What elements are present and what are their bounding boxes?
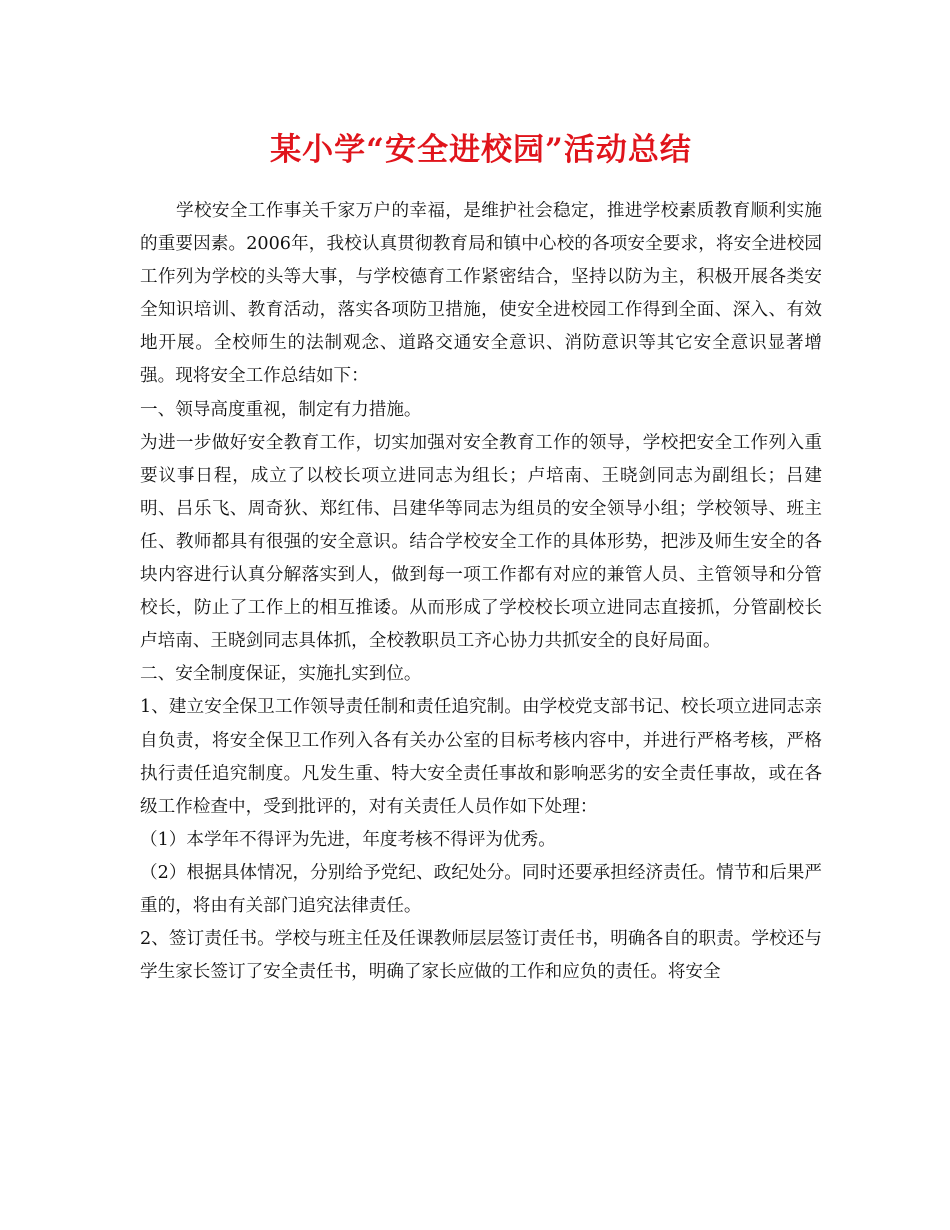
document-title: 某小学“安全进校园”活动总结 <box>270 132 692 168</box>
section-heading-1: 一、领导高度重视，制定有力措施。 <box>140 399 422 420</box>
penalty-item-2: （2）根据具体情况，分别给予党纪、政纪处分。同时还要承担经济责任。情节和后果严重的，将由有关部门追究法律责任。 <box>140 862 822 916</box>
document-page <box>140 126 822 989</box>
intro-paragraph: 学校安全工作事关千家万户的幸福，是维护社会稳定，推进学校素质教育顺利实施的重要因素。2006年，我校认真贯彻教育局和镇中心校的各项安全要求，将安全进校园工作列为学校的头等大事，与学校德育工作紧密结合，坚持以防为主，积极开展各类安全知识培训、教育活动，落实各项防卫措施，使安全进校园工作得到全面、深入、有效地开展。全校师生的法制观念、道路交通安全意识、消防意识等其它安全意识显著增强。现将安全工作总结如下： <box>140 201 822 387</box>
leadership-paragraph: 为进一步做好安全教育工作，切实加强对安全教育工作的领导，学校把安全工作列入重要议事日程，成立了以校长项立进同志为组长；卢培南、王晓剑同志为副组长；吕建明、吕乐飞、周奇狄、郑红伟、吕建华等同志为组员的安全领导小组；学校领导、班主任、教师都具有很强的安全意识。结合学校安全工作的具体形势，把涉及师生安全的各块内容进行认真分解落实到人，做到每一项工作都有对应的兼管人员、主管领导和分管校长，防止了工作上的相互推诿。从而形成了学校校长项立进同志直接抓，分管副校长卢培南、王晓剑同志具体抓，全校教职员工齐心协力共抓安全的良好局面。 <box>140 432 822 652</box>
agreement-paragraph: 2、签订责任书。学校与班主任及任课教师层层签订责任书，明确各自的职责。学校还与学生家长签订了安全责任书，明确了家长应做的工作和应负的责任。将安全 <box>140 929 822 983</box>
section-heading-2: 二、安全制度保证，实施扎实到位。 <box>140 664 422 685</box>
penalty-item-1: （1）本学年不得评为先进，年度考核不得评为优秀。 <box>140 829 556 850</box>
responsibility-paragraph: 1、建立安全保卫工作领导责任制和责任追究制。由学校党支部书记、校长项立进同志亲自负责，将安全保卫工作列入各有关办公室的目标考核内容中，并进行严格考核，严格执行责任追究制度。凡发生重、特大安全责任事故和影响恶劣的安全责任事故，或在各级工作检查中，受到批评的，对有关责任人员作如下处理： <box>140 697 822 817</box>
document-body <box>140 195 822 989</box>
